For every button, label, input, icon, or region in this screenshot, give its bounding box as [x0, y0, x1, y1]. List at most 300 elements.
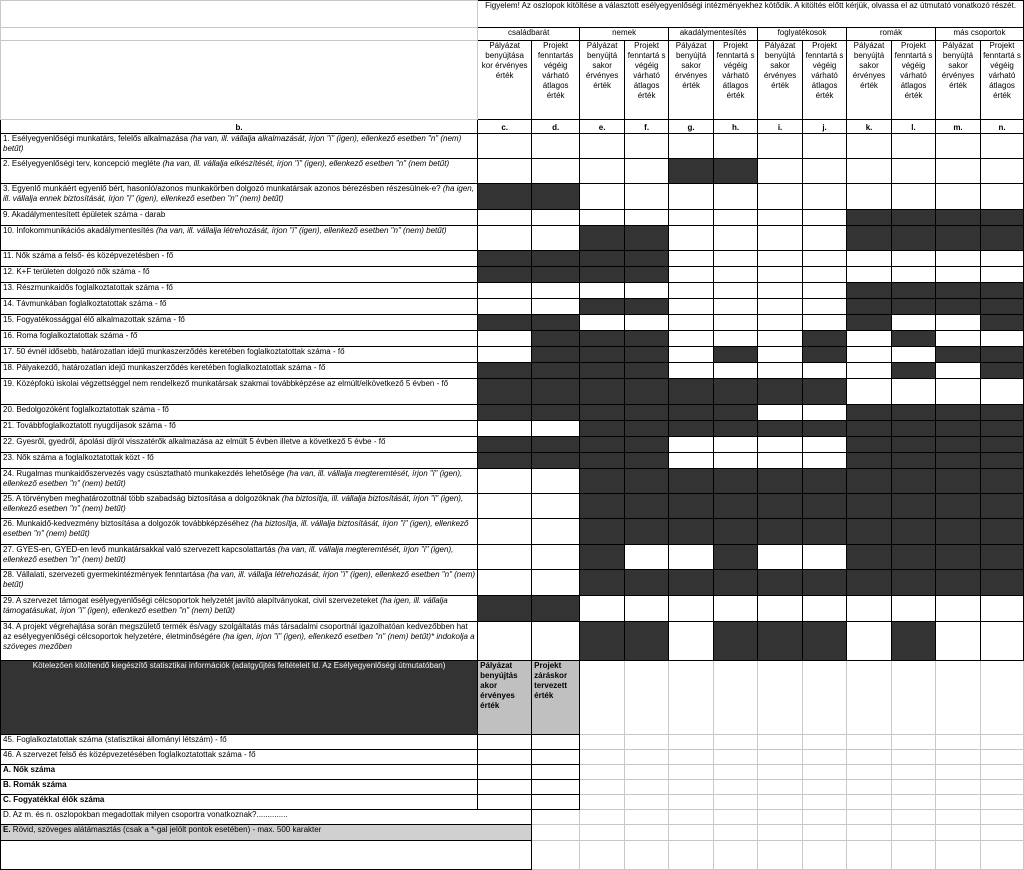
input-cell[interactable] — [803, 545, 847, 570]
row-label — [1, 251, 478, 267]
input-cell[interactable] — [478, 347, 532, 363]
disabled-cell — [892, 331, 936, 347]
disabled-cell — [625, 299, 669, 315]
disabled-cell — [936, 347, 981, 363]
input-cell[interactable] — [980, 267, 1023, 283]
input-cell[interactable] — [936, 159, 981, 184]
input-cell[interactable] — [980, 184, 1023, 210]
row-label-note: (ha biztosítja, ill. vállalja biztosítását, írjon "i" (igen), ellenkező esetben "n" (nem) betűt) — [3, 494, 464, 513]
input-cell[interactable] — [758, 315, 803, 331]
input-cell[interactable] — [625, 134, 669, 159]
input-cell[interactable] — [847, 251, 892, 267]
input-cell[interactable] — [669, 283, 714, 299]
row-label-note: (ha van, ill. vállalja létrehozását, írjon "i" (igen), ellenkező esetben "n" (nem) betűt) — [3, 570, 476, 589]
row-label-text: 21. Továbbfoglalkoztatott nyugdíjasok száma - fő — [3, 421, 176, 430]
input-cell[interactable] — [892, 251, 936, 267]
row-label-text: 9. Akadálymentesített épületek száma - darab — [3, 210, 166, 219]
disabled-cell — [936, 494, 981, 519]
input-cell[interactable] — [669, 134, 714, 159]
input-cell[interactable] — [936, 315, 981, 331]
input-cell[interactable] — [758, 363, 803, 379]
disabled-cell — [532, 184, 580, 210]
input-cell[interactable] — [758, 331, 803, 347]
disabled-cell — [758, 494, 803, 519]
row-label-note: (ha van, ill. vállalja elkészítését, írjon "i" (igen), ellenkező esetben "n" (nem betűt) — [160, 159, 450, 168]
input-cell[interactable] — [478, 622, 532, 661]
input-cell[interactable] — [625, 545, 669, 570]
input-cell[interactable] — [532, 421, 580, 437]
disabled-cell — [803, 347, 847, 363]
input-cell[interactable] — [847, 331, 892, 347]
input-cell[interactable] — [714, 299, 758, 315]
row-label-text: 3. Egyenlő munkáért egyenlő bért, hasonló/azonos munkakörben dolgozó munkatársak azonos bérezésben részesülnek-e? — [3, 184, 441, 193]
grid-cell — [980, 765, 1023, 780]
column-header: Pályázat benyújtá sakor érvényes érték — [580, 41, 625, 120]
input-cell[interactable] — [478, 765, 532, 780]
disabled-cell — [936, 437, 981, 453]
grid-cell — [669, 735, 714, 750]
input-cell[interactable] — [803, 596, 847, 622]
grid-cell — [714, 795, 758, 810]
input-cell[interactable] — [669, 622, 714, 661]
justification-textarea[interactable] — [1, 841, 532, 870]
grid-cell — [758, 750, 803, 765]
row-label — [1, 331, 478, 347]
input-cell[interactable] — [714, 184, 758, 210]
row-label — [1, 437, 478, 453]
input-cell[interactable] — [714, 331, 758, 347]
grid-cell — [847, 825, 892, 841]
disabled-cell — [532, 251, 580, 267]
input-cell[interactable] — [803, 363, 847, 379]
grid-cell — [714, 735, 758, 750]
input-cell[interactable] — [532, 299, 580, 315]
disabled-cell — [847, 299, 892, 315]
disabled-cell — [532, 267, 580, 283]
row-label-text: 18. Pályakezdő, határozatlan idejű munkaszerződés keretében foglalkoztatottak száma - fő — [3, 363, 326, 372]
input-cell[interactable] — [847, 363, 892, 379]
input-cell[interactable] — [532, 226, 580, 251]
input-cell[interactable] — [714, 437, 758, 453]
input-cell[interactable] — [847, 159, 892, 184]
disabled-cell — [580, 453, 625, 469]
input-cell[interactable] — [758, 251, 803, 267]
disabled-cell — [580, 226, 625, 251]
disabled-cell — [714, 494, 758, 519]
input-cell[interactable] — [892, 267, 936, 283]
grid-cell — [847, 661, 892, 735]
input-cell[interactable] — [892, 379, 936, 405]
input-cell[interactable] — [478, 331, 532, 347]
grid-cell — [669, 825, 714, 841]
input-cell[interactable] — [803, 159, 847, 184]
disabled-cell — [478, 596, 532, 622]
input-cell[interactable] — [803, 283, 847, 299]
grid-cell — [980, 841, 1023, 870]
input-cell[interactable] — [803, 267, 847, 283]
disabled-cell — [478, 437, 532, 453]
grid-cell — [847, 765, 892, 780]
input-cell[interactable] — [714, 283, 758, 299]
disabled-cell — [580, 494, 625, 519]
input-cell[interactable] — [758, 299, 803, 315]
input-cell[interactable] — [758, 437, 803, 453]
input-cell[interactable] — [669, 251, 714, 267]
input-cell[interactable] — [625, 596, 669, 622]
input-cell[interactable] — [936, 134, 981, 159]
disabled-cell — [580, 347, 625, 363]
input-cell[interactable] — [892, 184, 936, 210]
input-cell[interactable] — [669, 437, 714, 453]
grid-cell — [580, 661, 625, 735]
input-cell[interactable] — [714, 134, 758, 159]
grid-cell — [980, 735, 1023, 750]
input-cell[interactable] — [892, 347, 936, 363]
row-label-note: (ha igen, ill. vállalja ennek biztosítását, írjon "i" (igen), ellenkező esetben "n" (nem) betűt) — [3, 184, 474, 203]
disabled-cell — [980, 299, 1023, 315]
input-cell[interactable] — [580, 134, 625, 159]
row-label — [1, 299, 478, 315]
stats-row-label: 46. A szervezet felső és középvezetésében foglalkoztatottak száma - fő — [1, 750, 478, 765]
input-cell[interactable] — [580, 210, 625, 226]
input-cell[interactable] — [532, 795, 580, 810]
input-cell[interactable] — [803, 134, 847, 159]
input-cell[interactable] — [803, 184, 847, 210]
grid-cell — [980, 750, 1023, 765]
input-cell[interactable] — [669, 210, 714, 226]
input-cell[interactable] — [669, 331, 714, 347]
input-cell[interactable] — [936, 331, 981, 347]
disabled-cell — [892, 545, 936, 570]
disabled-cell — [758, 379, 803, 405]
input-cell[interactable] — [478, 421, 532, 437]
input-cell[interactable] — [532, 210, 580, 226]
input-cell[interactable] — [478, 519, 532, 545]
input-cell[interactable] — [847, 347, 892, 363]
row-label — [1, 134, 478, 159]
input-cell[interactable] — [803, 405, 847, 421]
disabled-cell — [714, 421, 758, 437]
input-cell[interactable] — [892, 134, 936, 159]
input-cell[interactable] — [714, 596, 758, 622]
input-cell[interactable] — [714, 251, 758, 267]
disabled-cell — [892, 283, 936, 299]
disabled-cell — [532, 405, 580, 421]
input-cell[interactable] — [892, 315, 936, 331]
disabled-cell — [625, 519, 669, 545]
input-cell[interactable] — [580, 184, 625, 210]
grid-cell — [758, 765, 803, 780]
grid-cell — [714, 780, 758, 795]
input-cell[interactable] — [758, 283, 803, 299]
input-cell[interactable] — [980, 159, 1023, 184]
grid-cell — [714, 750, 758, 765]
input-cell[interactable] — [803, 437, 847, 453]
input-cell[interactable] — [758, 159, 803, 184]
input-cell[interactable] — [532, 469, 580, 494]
grid-cell — [580, 841, 625, 870]
row-label-text: 27. GYES-en, GYED-en levő munkatársakkal való szervezett kapcsolattartás — [3, 545, 276, 554]
input-cell[interactable] — [669, 226, 714, 251]
grid-cell — [847, 735, 892, 750]
column-header: Pályázat benyújtá sakor érvényes érték — [758, 41, 803, 120]
input-cell[interactable] — [714, 226, 758, 251]
input-cell[interactable] — [478, 545, 532, 570]
grid-cell — [936, 825, 981, 841]
input-cell[interactable] — [714, 453, 758, 469]
input-cell[interactable] — [478, 134, 532, 159]
input-cell[interactable] — [478, 570, 532, 596]
input-cell[interactable] — [936, 184, 981, 210]
group-header: foglyatékosok — [758, 28, 847, 41]
input-cell[interactable] — [532, 750, 580, 765]
grid-cell — [714, 841, 758, 870]
input-cell[interactable] — [803, 299, 847, 315]
input-cell[interactable] — [478, 159, 532, 184]
input-cell[interactable] — [625, 283, 669, 299]
input-cell[interactable] — [892, 159, 936, 184]
disabled-cell — [669, 379, 714, 405]
input-cell[interactable] — [532, 570, 580, 596]
grid-cell — [936, 810, 981, 825]
input-cell[interactable] — [669, 363, 714, 379]
input-cell[interactable] — [980, 331, 1023, 347]
input-cell[interactable] — [758, 267, 803, 283]
input-cell[interactable] — [478, 210, 532, 226]
disabled-cell — [669, 570, 714, 596]
disabled-cell — [714, 570, 758, 596]
input-cell[interactable] — [803, 453, 847, 469]
input-cell[interactable] — [714, 363, 758, 379]
input-cell[interactable] — [669, 299, 714, 315]
disabled-cell — [580, 405, 625, 421]
row-label — [1, 545, 478, 570]
grid-cell — [892, 825, 936, 841]
input-cell[interactable] — [803, 251, 847, 267]
input-cell[interactable] — [936, 622, 981, 661]
row-label — [1, 453, 478, 469]
row-label-text: 10. Infokommunikációs akadálymentesítés — [3, 226, 154, 235]
input-cell[interactable] — [758, 210, 803, 226]
row-label — [1, 159, 478, 184]
stats-col-d-header: Projekt záráskor tervezett érték — [532, 661, 580, 735]
input-cell[interactable] — [758, 184, 803, 210]
stats-col-c-header: Pályázat benyújtás akor érvényes érték — [478, 661, 532, 735]
column-letter: k. — [847, 120, 892, 134]
grid-cell — [936, 780, 981, 795]
grid-cell — [580, 780, 625, 795]
input-cell[interactable] — [803, 315, 847, 331]
input-cell[interactable] — [478, 469, 532, 494]
disabled-cell — [892, 494, 936, 519]
input-cell[interactable] — [803, 210, 847, 226]
input-cell[interactable] — [532, 545, 580, 570]
input-cell[interactable] — [758, 405, 803, 421]
input-cell[interactable] — [532, 765, 580, 780]
disabled-cell — [532, 363, 580, 379]
disabled-cell — [532, 331, 580, 347]
grid-cell — [980, 795, 1023, 810]
grid-cell — [892, 661, 936, 735]
input-cell[interactable] — [980, 622, 1023, 661]
grid-cell — [980, 810, 1023, 825]
disabled-cell — [980, 545, 1023, 570]
input-cell[interactable] — [980, 134, 1023, 159]
input-cell[interactable] — [892, 596, 936, 622]
disabled-cell — [714, 469, 758, 494]
input-cell[interactable] — [980, 596, 1023, 622]
disabled-cell — [847, 315, 892, 331]
grid-cell — [980, 780, 1023, 795]
input-cell[interactable] — [936, 596, 981, 622]
disabled-cell — [847, 570, 892, 596]
input-cell[interactable] — [532, 735, 580, 750]
input-cell[interactable] — [758, 226, 803, 251]
input-cell[interactable] — [803, 226, 847, 251]
disabled-cell — [892, 437, 936, 453]
disabled-cell — [803, 421, 847, 437]
input-cell[interactable] — [714, 210, 758, 226]
input-cell[interactable] — [936, 379, 981, 405]
input-cell[interactable] — [478, 299, 532, 315]
disabled-cell — [625, 331, 669, 347]
grid-cell — [532, 810, 580, 825]
input-cell[interactable] — [669, 545, 714, 570]
disabled-cell — [478, 363, 532, 379]
input-cell[interactable] — [532, 283, 580, 299]
input-cell[interactable] — [669, 184, 714, 210]
disabled-cell — [714, 159, 758, 184]
grid-cell — [625, 750, 669, 765]
input-cell[interactable] — [478, 795, 532, 810]
input-cell[interactable] — [625, 210, 669, 226]
input-cell[interactable] — [758, 545, 803, 570]
input-cell[interactable] — [532, 519, 580, 545]
column-header: Projekt fenntartás végéig várható átlagos érték — [532, 41, 580, 120]
input-cell[interactable] — [936, 363, 981, 379]
disabled-cell — [580, 570, 625, 596]
disabled-cell — [758, 622, 803, 661]
row-label-text: 2. Esélyegyenlőségi terv, koncepció megléte — [3, 159, 161, 168]
input-cell[interactable] — [669, 347, 714, 363]
disabled-cell — [980, 210, 1023, 226]
input-cell[interactable] — [478, 494, 532, 519]
grid-cell — [714, 765, 758, 780]
input-cell[interactable] — [532, 494, 580, 519]
grid-cell — [803, 765, 847, 780]
input-cell[interactable] — [847, 267, 892, 283]
disabled-cell — [980, 570, 1023, 596]
input-cell[interactable] — [580, 159, 625, 184]
input-cell[interactable] — [669, 596, 714, 622]
input-cell[interactable] — [478, 283, 532, 299]
input-cell[interactable] — [980, 251, 1023, 267]
input-cell[interactable] — [625, 184, 669, 210]
disabled-cell — [892, 210, 936, 226]
disabled-cell — [936, 299, 981, 315]
group-header: családbarát — [478, 28, 580, 41]
input-cell[interactable] — [532, 134, 580, 159]
grid-cell — [625, 841, 669, 870]
disabled-cell — [892, 226, 936, 251]
grid-cell — [758, 841, 803, 870]
column-letter: m. — [936, 120, 981, 134]
disabled-cell — [669, 469, 714, 494]
input-cell[interactable] — [532, 622, 580, 661]
disabled-cell — [847, 226, 892, 251]
input-cell[interactable] — [847, 379, 892, 405]
input-cell[interactable] — [758, 596, 803, 622]
input-cell[interactable] — [478, 226, 532, 251]
input-cell[interactable] — [625, 159, 669, 184]
input-cell[interactable] — [478, 780, 532, 795]
grid-cell — [803, 841, 847, 870]
input-cell[interactable] — [936, 251, 981, 267]
column-header: Pályázat benyújtása kor érvényes érték — [478, 41, 532, 120]
grid-cell — [580, 750, 625, 765]
input-cell[interactable] — [625, 315, 669, 331]
row-label — [1, 596, 478, 622]
grid-cell — [625, 780, 669, 795]
input-cell[interactable] — [847, 134, 892, 159]
row-label — [1, 363, 478, 379]
input-cell[interactable] — [714, 315, 758, 331]
row-label — [1, 379, 478, 405]
row-label — [1, 519, 478, 545]
disabled-cell — [847, 545, 892, 570]
input-cell[interactable] — [758, 134, 803, 159]
input-cell[interactable] — [758, 453, 803, 469]
disabled-cell — [580, 331, 625, 347]
disabled-cell — [714, 379, 758, 405]
input-cell[interactable] — [532, 780, 580, 795]
input-cell[interactable] — [847, 184, 892, 210]
input-cell[interactable] — [669, 453, 714, 469]
input-cell[interactable] — [478, 735, 532, 750]
input-cell[interactable] — [847, 622, 892, 661]
row-d-label: D. Az m. és n. oszlopokban megadottak milyen csoportra vonatkoznak?.............. — [1, 810, 532, 825]
input-cell[interactable] — [847, 596, 892, 622]
row-label-text: 34. A projekt végrehajtása során megszülető termék és/vagy szolgáltatás más társadalmi csoportnál igazolhatóan kedvezőbben hat az esélyegyenlőségi célcsoportok helyzetére, életminőségére — [3, 622, 468, 641]
column-header: Projekt fenntartá s végéig várható átlagos érték — [625, 41, 669, 120]
stats-row-label: C. Fogyatékkal élők száma — [1, 795, 478, 810]
input-cell[interactable] — [580, 315, 625, 331]
disabled-cell — [847, 519, 892, 545]
input-cell[interactable] — [669, 315, 714, 331]
input-cell[interactable] — [580, 596, 625, 622]
input-cell[interactable] — [980, 379, 1023, 405]
grid-cell — [936, 841, 981, 870]
grid-cell — [532, 825, 580, 841]
input-cell[interactable] — [758, 347, 803, 363]
grid-cell — [892, 750, 936, 765]
input-cell[interactable] — [936, 267, 981, 283]
grid-cell — [580, 810, 625, 825]
grid-cell — [714, 661, 758, 735]
input-cell[interactable] — [580, 283, 625, 299]
input-cell[interactable] — [532, 159, 580, 184]
input-cell[interactable] — [714, 267, 758, 283]
input-cell[interactable] — [669, 267, 714, 283]
disabled-cell — [478, 184, 532, 210]
grid-cell — [980, 825, 1023, 841]
disabled-cell — [580, 622, 625, 661]
input-cell[interactable] — [478, 750, 532, 765]
disabled-cell — [847, 210, 892, 226]
disabled-cell — [532, 596, 580, 622]
grid-cell — [980, 661, 1023, 735]
group-header: romák — [847, 28, 936, 41]
